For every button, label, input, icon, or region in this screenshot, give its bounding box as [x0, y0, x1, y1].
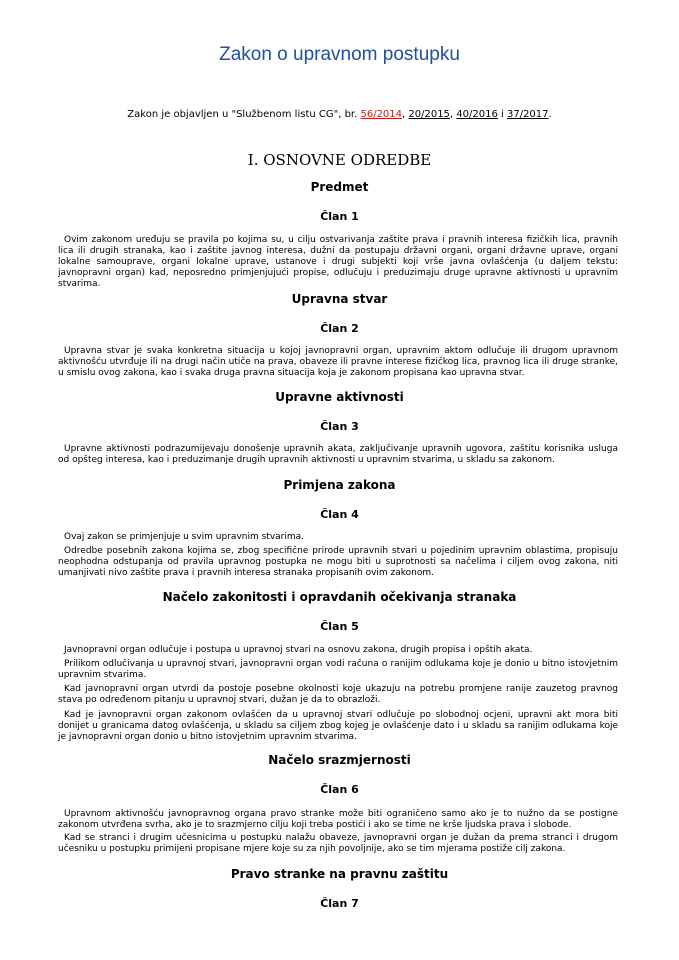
article-heading: Primjena zakona — [283, 478, 396, 492]
article-paragraph: Kad javnopravni organ utvrdi da postoje posebne okolnosti koje ukazuju na potrebu promjene ranije zauzetog pravnog stava po određenom pitanju u upravnoj stvari, dužan je da to obrazloži. — [58, 684, 618, 705]
article-paragraph: Ovaj zakon se primjenjuje u svim upravnim stvarima. — [64, 532, 305, 542]
article-paragraph: Upravnom aktivnošću javnopravnog organa pravo stranke može biti ograničeno samo ako je to nužno da se postigne zakonom utvrđena svrha, ako je to srazmjerno cilju koji treba postići i ako se time ne krše ljudska prava i slobode. — [58, 809, 618, 830]
separator: . — [548, 109, 552, 120]
publication-prefix: Zakon je objavljen u "Službenom listu CG", br. — [127, 109, 361, 120]
article-heading: Načelo zakonitosti i opravdanih očekivanja stranaka — [162, 590, 517, 604]
gazette-link-1[interactable]: 56/2014 — [360, 109, 403, 120]
article-number: Član 5 — [320, 620, 359, 633]
article-heading: Predmet — [310, 180, 369, 194]
article-paragraph: Javnopravni organ odlučuje i postupa u upravnoj stvari na osnovu zakona, drugih propisa i opštih akata. — [64, 645, 533, 655]
article-number: Član 2 — [320, 322, 359, 335]
gazette-link-4[interactable]: 37/2017 — [506, 109, 549, 120]
article-paragraph: Prilikom odlučivanja u upravnoj stvari, javnopravni organ vodi računa o ranijim odlukama koje je donio u bitno istovjetnim upravnim stvarima. — [58, 659, 618, 680]
article-number: Član 1 — [320, 210, 359, 223]
article-number: Član 6 — [320, 783, 359, 796]
separator: i — [497, 109, 507, 120]
article-paragraph: Upravne aktivnosti podrazumijevaju donošenje upravnih akata, zaključivanje upravnih ugovora, zaštitu korisnika usluga od opšteg interesa, kao i preduzimanje drugih upravnih aktivnosti u upravnim stvarima, u skladu sa zakonom. — [58, 444, 618, 465]
article-paragraph: Ovim zakonom uređuju se pravila po kojima su, u cilju ostvarivanja zaštite prava i pravnih interesa fizičkih lica, pravnih lica ili drugih stranaka, kao i zaštite javnog interesa, dužni da postupaju državni organi, organi državne uprave, organi lokalne samouprave, organi lokalne uprave, ustanove i drugi subjekti koji vrše javna ovlašćenja (u daljem tekstu: javnopravni organ) kad, neposredno primjenjujući propise, odlučuju i preduzimaju druge upravne aktivnosti u upravnim stvarima. — [58, 235, 618, 289]
article-paragraph: Odredbe posebnih zakona kojima se, zbog specifične prirode upravnih stvari u pojedinim upravnim oblastima, propisuju neophodna odstupanja od pravila upravnog postupka ne mogu biti u suprotnosti sa načelima i ciljem ovog zakona, niti umanjivati nivo zaštite prava i pravnih interesa stranaka propisanih ovim zakonom. — [58, 546, 618, 578]
article-heading: Načelo srazmjernosti — [268, 753, 411, 767]
gazette-link-2[interactable]: 20/2015 — [408, 109, 450, 120]
section-title: I. OSNOVNE ODREDBE — [247, 151, 432, 169]
gazette-link-3[interactable]: 40/2016 — [456, 109, 498, 120]
separator: , — [449, 109, 457, 120]
page-title: Zakon o upravnom postupku — [219, 44, 460, 65]
article-number: Član 7 — [320, 897, 359, 910]
article-number: Član 4 — [320, 508, 359, 521]
article-number: Član 3 — [320, 420, 359, 433]
article-heading: Pravo stranke na pravnu zaštitu — [230, 867, 449, 881]
article-heading: Upravne aktivnosti — [275, 390, 404, 404]
article-paragraph: Kad se stranci i drugim učesnicima u postupku nalažu obaveze, javnopravni organ je dužan da prema stranci i drugom učesniku u postupku primijeni propisane mjere koje su za njih povoljnije, ako se tim mjerama postiže cilj zakona. — [58, 833, 618, 854]
article-paragraph: Upravna stvar je svaka konkretna situacija u kojoj javnopravni organ, upravnim aktom odlučuje ili drugom upravnom aktivnošću utvrđuje ili na drugi način utiče na prava, obaveze ili pravne interese fizičkog lica, pravnog lica ili druge stranke, u smislu ovog zakona, kao i svaka druga pravna situacija koja je zakonom propisana kao upravna stvar. — [58, 346, 618, 378]
separator: , — [402, 109, 409, 120]
article-paragraph: Kad je javnopravni organ zakonom ovlašćen da u upravnoj stvari odlučuje po slobodnoj ocjeni, upravni akt mora biti donijet u granicama datog ovlašćenja, u skladu sa ciljem zbog kojeg je ovlašćenje dato i u skladu sa ranijim odlukama koje je javnopravni organ donio u bitno istovjetnim upravnim stvarima. — [58, 710, 618, 742]
article-heading: Upravna stvar — [291, 292, 388, 306]
publication-note — [0, 109, 679, 120]
